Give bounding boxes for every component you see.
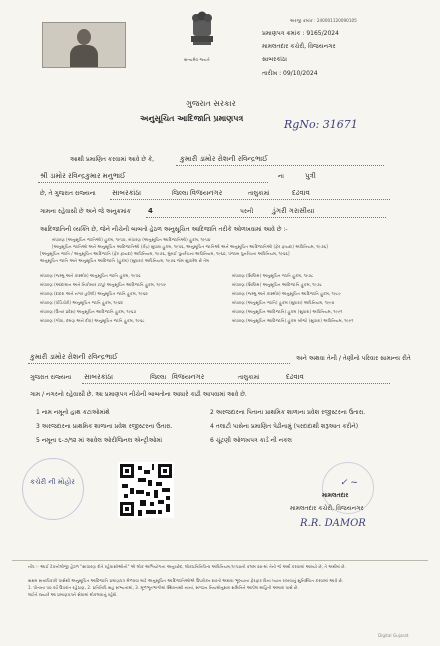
- order-left-2: બંધારણ (આંદામાન અને નિકોબાર ટાપુ) અનુસૂચિત આદિજાતિ હુકમ, ૧૯૫૯: [40, 282, 167, 287]
- basis-item-4: 4 તલાટી પાસેના પ્રમાણિત પેઢીનામું (પરદાદાથી શરૂઆત કરીને): [210, 423, 359, 430]
- application-number: અરજી ક્રમાંક : 240001120090105: [290, 18, 357, 23]
- order-header-4: અનુસૂચિત જાતિ અને અનુસૂચિત આદિજાતિ (હુકમ) (સુધારા) અધિનિયમ, ૧૯૭૬ જેમ સુધારેલ છે તેમ: [40, 258, 210, 263]
- order-right-4: બંધારણ (અનુસૂચિત જાતિ) હુકમ (સુધારા) અધિનિયમ, ૧૯૯૦: [232, 300, 335, 305]
- order-right-2: બંધારણ (સિક્કિમ) અનુસૂચિત આદિજાતિ હુકમ, ૧૯૭૮: [232, 282, 323, 287]
- office-seal-left: [22, 458, 84, 520]
- verification-qr-code: [118, 462, 174, 518]
- applicant-photo: [42, 22, 126, 68]
- signatory-office: મામલતદાર કચેરી, વિજયનગર: [290, 505, 364, 512]
- office-seal-text: કચેરી ની મોહોર: [30, 478, 75, 486]
- basis-item-3: 3 અરજદારના પ્રાથમિક શાળાના પ્રવેશ રજીસ્ટરના ઉતારા.: [36, 423, 173, 430]
- section2-district: સાબરકાંઠા: [84, 373, 114, 381]
- state-prefix: છે, તે ગુજરાત રાજ્યના: [40, 190, 96, 197]
- taluka-value: દઢવાવ: [292, 189, 310, 197]
- order-left-4: બંધારણ (પોંડિચેરી) અનુસૂચિત જાતિ હુકમ, ૧૯૬૪: [40, 300, 123, 305]
- section2-suffix: અને અથવા તેની / તેણીનો પરિવાર સામાન્ય રીતે: [296, 355, 411, 362]
- certify-prefix: આથી પ્રમાણિત કરવામાં આવે છે કે,: [70, 156, 155, 163]
- footnote-2: સક્ષમ સત્તાધિકારી પાસેથી અનુસૂચિત આદિજાતિ પ્રમાણપત્ર મેળવવા માટે અનુસૂચિત આદિજાતિઓએ ઉપરોક્ત શરતો અથવા ભૂલ્યાના ફેરફાર વિના ધ્યાન રાખવાનું સુનિશ્ચિત કરવામાં આવે છે.: [28, 578, 344, 583]
- office-place: સાબરકાંઠા: [262, 56, 287, 63]
- footnote-1: નોંધ :- આઈ ટેકનોલોજી હેઠળ "સાધારણ રીતે રહેવાસીઓનો" એ લોક અભિયોગના અનુચ્છેદ, લોકપ્રતિનિધિત્વ અધિનિયમ,૧૯૫૦ની કલમ ૨૦-માં તેનો જે અર્થ કરવામાં આવ્યો છે, તે અર્થમાં છે.: [28, 564, 346, 569]
- relation-label: ના: [278, 173, 284, 180]
- digital-gujarat-mark: Digital Gujarat: [378, 633, 409, 638]
- section2-taluka: દઢવાવ: [286, 373, 304, 381]
- order-right-6: બંધારણ (અનુસૂચિત આદિજાતિ) હુકમ બીજો (સુધારા) અધિનિયમ, ૧૯૯૧: [232, 318, 354, 323]
- taluka-label: તાલુકામાં: [248, 190, 270, 197]
- order-right-5: બંધારણ (અનુસૂચિત આદિજાતિ) હુકમ (સુધારા) અધિનિયમ, ૧૯૯૧: [232, 309, 343, 314]
- order-right-3: બંધારણ (જમ્મુ અને કાશ્મીર) અનુસૂચિત આદિજાતિ હુકમ, ૧૯૮૯: [232, 291, 341, 296]
- order-left-5: બંધારણ (ઉત્તર પ્રદેશ) અનુસૂચિત આદિજાતિ હુકમ, ૧૯૬૭: [40, 309, 137, 314]
- father-name: શ્રી ડામોર રવિન્દ્રકુમાર મનુભાઈ: [40, 172, 126, 180]
- basis-item-6: 6 ચૂંટણી ઓળખપત્ર કાર્ડ ની નકલ: [210, 437, 292, 444]
- signature-mark: ✓ ~: [340, 478, 358, 488]
- section2-state: ગુજરાત રાજ્યના: [30, 374, 72, 381]
- order-header-2: [અનુસૂચિત જાતિઓ અને અનુસૂચિત આદિજાતિઓ (કેંદ્ર) સુધારા હુકમ, ૧૯૫૬, અનુસૂચિત જાતિઓ અને અનુસૂચિત આદિજાતિઓ (ફેર ફાયદા) અધિનિયમ, ૧૯૭૬]: [52, 244, 328, 249]
- recognition-line: આદિજાતિની વ્યક્તિ છે, જેને નીચેની બાબતો હેઠળ અનુસૂચિત આદિજાતિ તરીકે ઓળખવામાં આવે છે :-: [40, 226, 288, 233]
- certificate-number: પ્રમાણપત્ર ક્રમાંક : 9165/2024: [262, 30, 339, 37]
- government-title: ગુજરાત સરકાર: [186, 99, 236, 108]
- order-left-1: બંધારણ (જમ્મુ અને કાશ્મીર) અનુસૂચિત જાતિ હુકમ, ૧૯૫૬: [40, 273, 141, 278]
- sub-district-value: વિજયનગર: [190, 189, 223, 197]
- footnote-3: 1. પોતાના ૫૦ વર્ષ ઉપરાંત રહેઠાણ, 2. પ્રતિનિધિ સહ સભ્યતામાં, 3. મૂળભૂતભાગોમાં સ્થિરતાથી નાનાં, સંગઠન નિયમોનુસાર સમિતિને આપેલ માહિતી અમારા પાસે છે.: [28, 585, 299, 590]
- district-value: સાબરકાંઠા: [112, 189, 142, 197]
- emblem-caption: સત્યમેવ જયતે: [184, 57, 210, 62]
- handwritten-reference: RgNo: 31671: [284, 118, 358, 131]
- entry-mid: પરની: [240, 208, 254, 215]
- basis-item-1: 1 નામ નમૂનો હાથ કટાઓમાંથે: [36, 409, 110, 416]
- applicant-name: કુમારી ડામોર રોશની રવિન્દ્રભાઈ: [180, 155, 268, 163]
- district-label: જિલ્લા: [172, 190, 189, 197]
- issuing-office: મામલતદાર કચેરી, વિજયનગર: [262, 43, 336, 50]
- order-header-1: બંધારણ (અનુસૂચિત જાતિઓ) હુકમ, ૧૯૫૦, બંધારણ (અનુસૂચિત આદિજાતિઓ) હુકમ, ૧૯૫૦: [52, 237, 211, 242]
- basis-item-5: 5 નમૂના ૬-૭/૧૨ માં આવેલ ઓરીજિનલ એન્ટ્રીઓમાં: [36, 437, 163, 444]
- section2-name: કુમારી ડામોર રોશની રવિન્દ્રભાઈ: [30, 353, 118, 361]
- section2-district-label: જિલ્લા: [150, 374, 167, 381]
- entry-number: 4: [148, 207, 153, 215]
- document-title: અનુસૂચિત આદિજાતિ પ્રમાણપત્ર: [140, 114, 244, 123]
- section2-village-line: ગામ / નગરનો રહેવાસી છે. આ પ્રમાણપત્ર નીચેની બાબતોના આધારે કાઢી આપવામાં આવે છે.: [30, 391, 247, 398]
- basis-item-2: 2 અરજદારના પિતાના પ્રાથમિક શાળાના પ્રવેશ રજીસ્ટરના ઉતારા.: [210, 409, 366, 416]
- handwritten-signature: R.R. DAMOR: [300, 518, 366, 529]
- child-relation: પુત્રી: [305, 172, 316, 180]
- order-header-3: [અનુસૂચિત જાતિ / અનુસૂચિત આદિજાતિ (ફેર ફાયદા) અધિનિયમ, ૧૯૭૬, મુંબઈ પુનર્રચના અધિનિયમ, ૧૯૬૦, પંજાબ પુનર્રચના અધિનિયમ, ૧૯૬૬]: [40, 251, 290, 256]
- order-left-3: બંધારણ (દાદરા અને નગર હવેલી) અનુસૂચિત જાતિ હુકમ, ૧૯૬૨: [40, 291, 148, 296]
- order-right-1: બંધારણ (સિક્કિમ) અનુસૂચિત જાતિ હુકમ, ૧૯૭૮: [232, 273, 314, 278]
- order-left-6: બંધારણ (ગોવા, દમણ અને દીવ) અનુસૂચિત જાતિ હુકમ, ૧૯૬૮: [40, 318, 145, 323]
- tribe-name: ડુંગરી ગરાસીયા: [272, 207, 315, 215]
- entry-prefix: ગામના રહેવાસી છે અને જે અનુક્રમાંક: [40, 208, 131, 215]
- footnote-4: લઈને જ્યારે આ પ્રમાણપત્રને સેવામાં મોકલવાનું રહેશે.: [28, 592, 118, 597]
- issue-date: તારીખ : 09/10/2024: [262, 70, 318, 77]
- section2-taluka-label: તાલુકામાં: [238, 374, 260, 381]
- signatory-title: મામલતદાર: [322, 492, 349, 499]
- state-emblem-icon: [183, 10, 221, 56]
- section2-sub-district: વિજયનગર: [172, 373, 205, 381]
